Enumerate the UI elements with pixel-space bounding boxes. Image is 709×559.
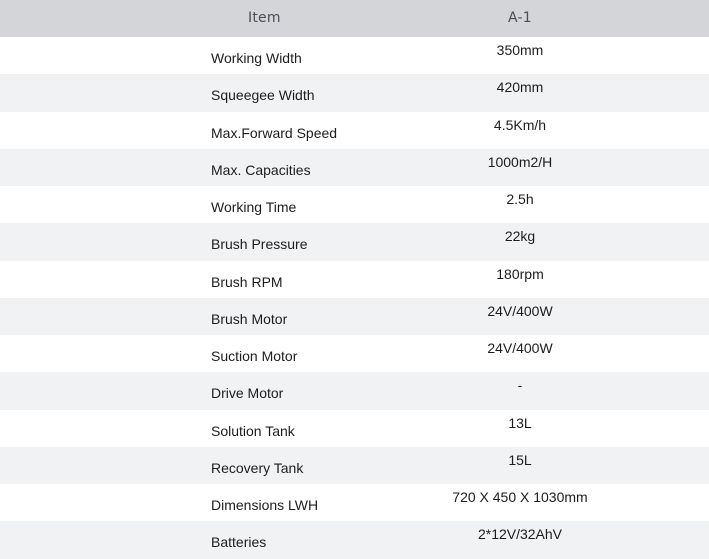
row-value: 4.5Km/h bbox=[493, 116, 547, 133]
row-value: 24V/400W bbox=[487, 302, 553, 319]
row-value: 2*12V/32AhV bbox=[477, 526, 563, 543]
table-row bbox=[0, 372, 709, 409]
row-value: 24V/400W bbox=[487, 340, 553, 356]
row-value: 350mm bbox=[496, 42, 544, 58]
row-value: 1000m2/H bbox=[487, 153, 553, 170]
row-label: Drive Motor bbox=[211, 385, 284, 402]
table-header bbox=[0, 0, 709, 37]
table-row bbox=[0, 521, 709, 558]
table-row bbox=[0, 261, 709, 298]
table-row bbox=[0, 484, 709, 521]
row-label: Solution Tank bbox=[211, 422, 295, 439]
table-row bbox=[0, 223, 709, 260]
row-label: Brush Motor bbox=[211, 310, 288, 327]
table-row bbox=[0, 410, 709, 447]
row-value: 13L bbox=[508, 414, 532, 431]
row-label: Brush RPM bbox=[211, 273, 283, 290]
row-label: Working Width bbox=[211, 50, 302, 66]
row-label: Batteries bbox=[211, 534, 267, 551]
table-row bbox=[0, 335, 709, 372]
table-row bbox=[0, 74, 709, 111]
row-label: Dimensions LWH bbox=[211, 497, 319, 513]
header-item-label: Item bbox=[248, 10, 281, 26]
row-label: Max.Forward Speed bbox=[211, 124, 338, 141]
row-value: - bbox=[517, 377, 523, 394]
row-label: Suction Motor bbox=[211, 348, 298, 364]
row-label: Max. Capacities bbox=[211, 161, 311, 178]
table-row bbox=[0, 447, 709, 484]
table-row bbox=[0, 37, 709, 74]
row-value: 15L bbox=[508, 451, 532, 468]
table-row bbox=[0, 149, 709, 186]
table-body bbox=[0, 37, 709, 559]
table-row bbox=[0, 186, 709, 223]
row-label: Brush Pressure bbox=[211, 236, 308, 253]
row-label: Recovery Tank bbox=[211, 459, 304, 476]
row-label: Squeegee Width bbox=[211, 87, 315, 104]
row-value: 720 X 450 X 1030mm bbox=[452, 489, 588, 505]
row-value: 180rpm bbox=[496, 265, 544, 282]
row-value: 2.5h bbox=[506, 191, 534, 207]
table-row bbox=[0, 112, 709, 149]
row-value: 22kg bbox=[504, 228, 536, 245]
table-row bbox=[0, 298, 709, 335]
header-model-label: A-1 bbox=[508, 10, 532, 26]
row-label: Working Time bbox=[211, 199, 297, 215]
row-value: 420mm bbox=[496, 79, 544, 96]
